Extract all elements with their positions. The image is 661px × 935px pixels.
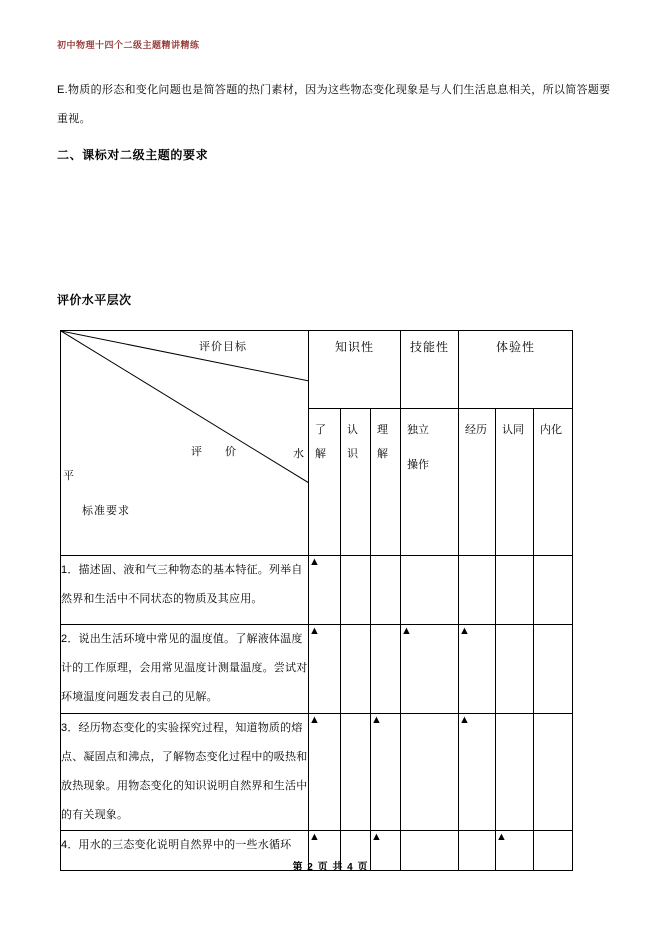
corner-label-level-char: 评 bbox=[191, 446, 203, 458]
col-header-internalize: 内化 bbox=[534, 409, 573, 556]
evaluation-table bbox=[60, 330, 573, 871]
corner-label-objective: 评价目标 bbox=[199, 341, 247, 353]
mark-cell bbox=[371, 625, 401, 714]
corner-header-cell bbox=[61, 331, 309, 556]
col-header-comprehend: 理 解 bbox=[371, 409, 401, 556]
col-header-know: 了 解 bbox=[309, 409, 341, 556]
document-header-title: 初中物理十四个二级主题精讲精练 bbox=[57, 40, 200, 50]
criteria-text: 3．经历物态变化的实验探究过程，知道物质的熔点、凝固点和沸点，了解物态变化过程中的吸热和放热现象。用物态变化的知识说明自然界和生活中的有关现象。 bbox=[61, 714, 309, 831]
table-title: 评价水平层次 bbox=[57, 293, 132, 307]
section-heading: 二、课标对二级主题的要求 bbox=[57, 148, 209, 162]
table-row bbox=[61, 556, 573, 625]
mark-cell bbox=[496, 625, 534, 714]
intro-paragraph: E.物质的形态和变化问题也是简答题的热门素材，因为这些物态变化现象是与人们生活息息相关，所以简答题要重视。 bbox=[57, 84, 611, 125]
criteria-text: 2．说出生活环境中常见的温度值。了解液体温度计的工作原理，会用常见温度计测量温度。尝试对环境温度问题发表自己的见解。 bbox=[61, 625, 309, 714]
mark-cell: ▲ bbox=[459, 714, 496, 831]
table-row bbox=[61, 625, 573, 714]
group-header-experience: 体验性 bbox=[459, 331, 573, 409]
corner-label-level-char: 平 bbox=[63, 470, 75, 482]
col-header-identify: 认同 bbox=[496, 409, 534, 556]
mark-cell: ▲ bbox=[401, 625, 459, 714]
mark-cell bbox=[341, 556, 371, 625]
corner-label-level-char: 价 bbox=[225, 446, 237, 458]
corner-label-requirement: 标准要求 bbox=[82, 505, 130, 517]
mark-cell: ▲ bbox=[371, 831, 401, 871]
mark-cell bbox=[459, 556, 496, 625]
col-header-independent-operation: 独立 操作 bbox=[401, 409, 459, 556]
mark-cell: ▲ bbox=[459, 625, 496, 714]
mark-cell bbox=[341, 625, 371, 714]
group-header-skill: 技能性 bbox=[401, 331, 459, 409]
mark-cell: ▲ bbox=[371, 714, 401, 831]
mark-cell bbox=[534, 625, 573, 714]
page-footer: 第 2 页 共 4 页 bbox=[292, 862, 369, 873]
mark-cell bbox=[401, 714, 459, 831]
mark-cell: ▲ bbox=[496, 831, 534, 871]
mark-cell: ▲ bbox=[309, 556, 341, 625]
mark-cell bbox=[496, 556, 534, 625]
mark-cell bbox=[371, 556, 401, 625]
mark-cell: ▲ bbox=[309, 714, 341, 831]
group-header-knowledge: 知识性 bbox=[309, 331, 401, 409]
criteria-text: 1．描述固、液和气三种物态的基本特征。列举自然界和生活中不同状态的物质及其应用。 bbox=[61, 556, 309, 625]
mark-cell bbox=[341, 714, 371, 831]
mark-cell bbox=[401, 556, 459, 625]
criteria-text: 4．用水的三态变化说明自然界中的一些水循环 bbox=[61, 831, 309, 871]
mark-cell bbox=[534, 714, 573, 831]
mark-cell bbox=[534, 556, 573, 625]
col-header-recognize: 认 识 bbox=[341, 409, 371, 556]
mark-cell bbox=[496, 714, 534, 831]
mark-cell: ▲ bbox=[309, 625, 341, 714]
col-header-experience: 经历 bbox=[459, 409, 496, 556]
corner-label-level-char: 水 bbox=[293, 448, 305, 460]
mark-cell: ▲ bbox=[309, 831, 341, 871]
table-row bbox=[61, 714, 573, 831]
